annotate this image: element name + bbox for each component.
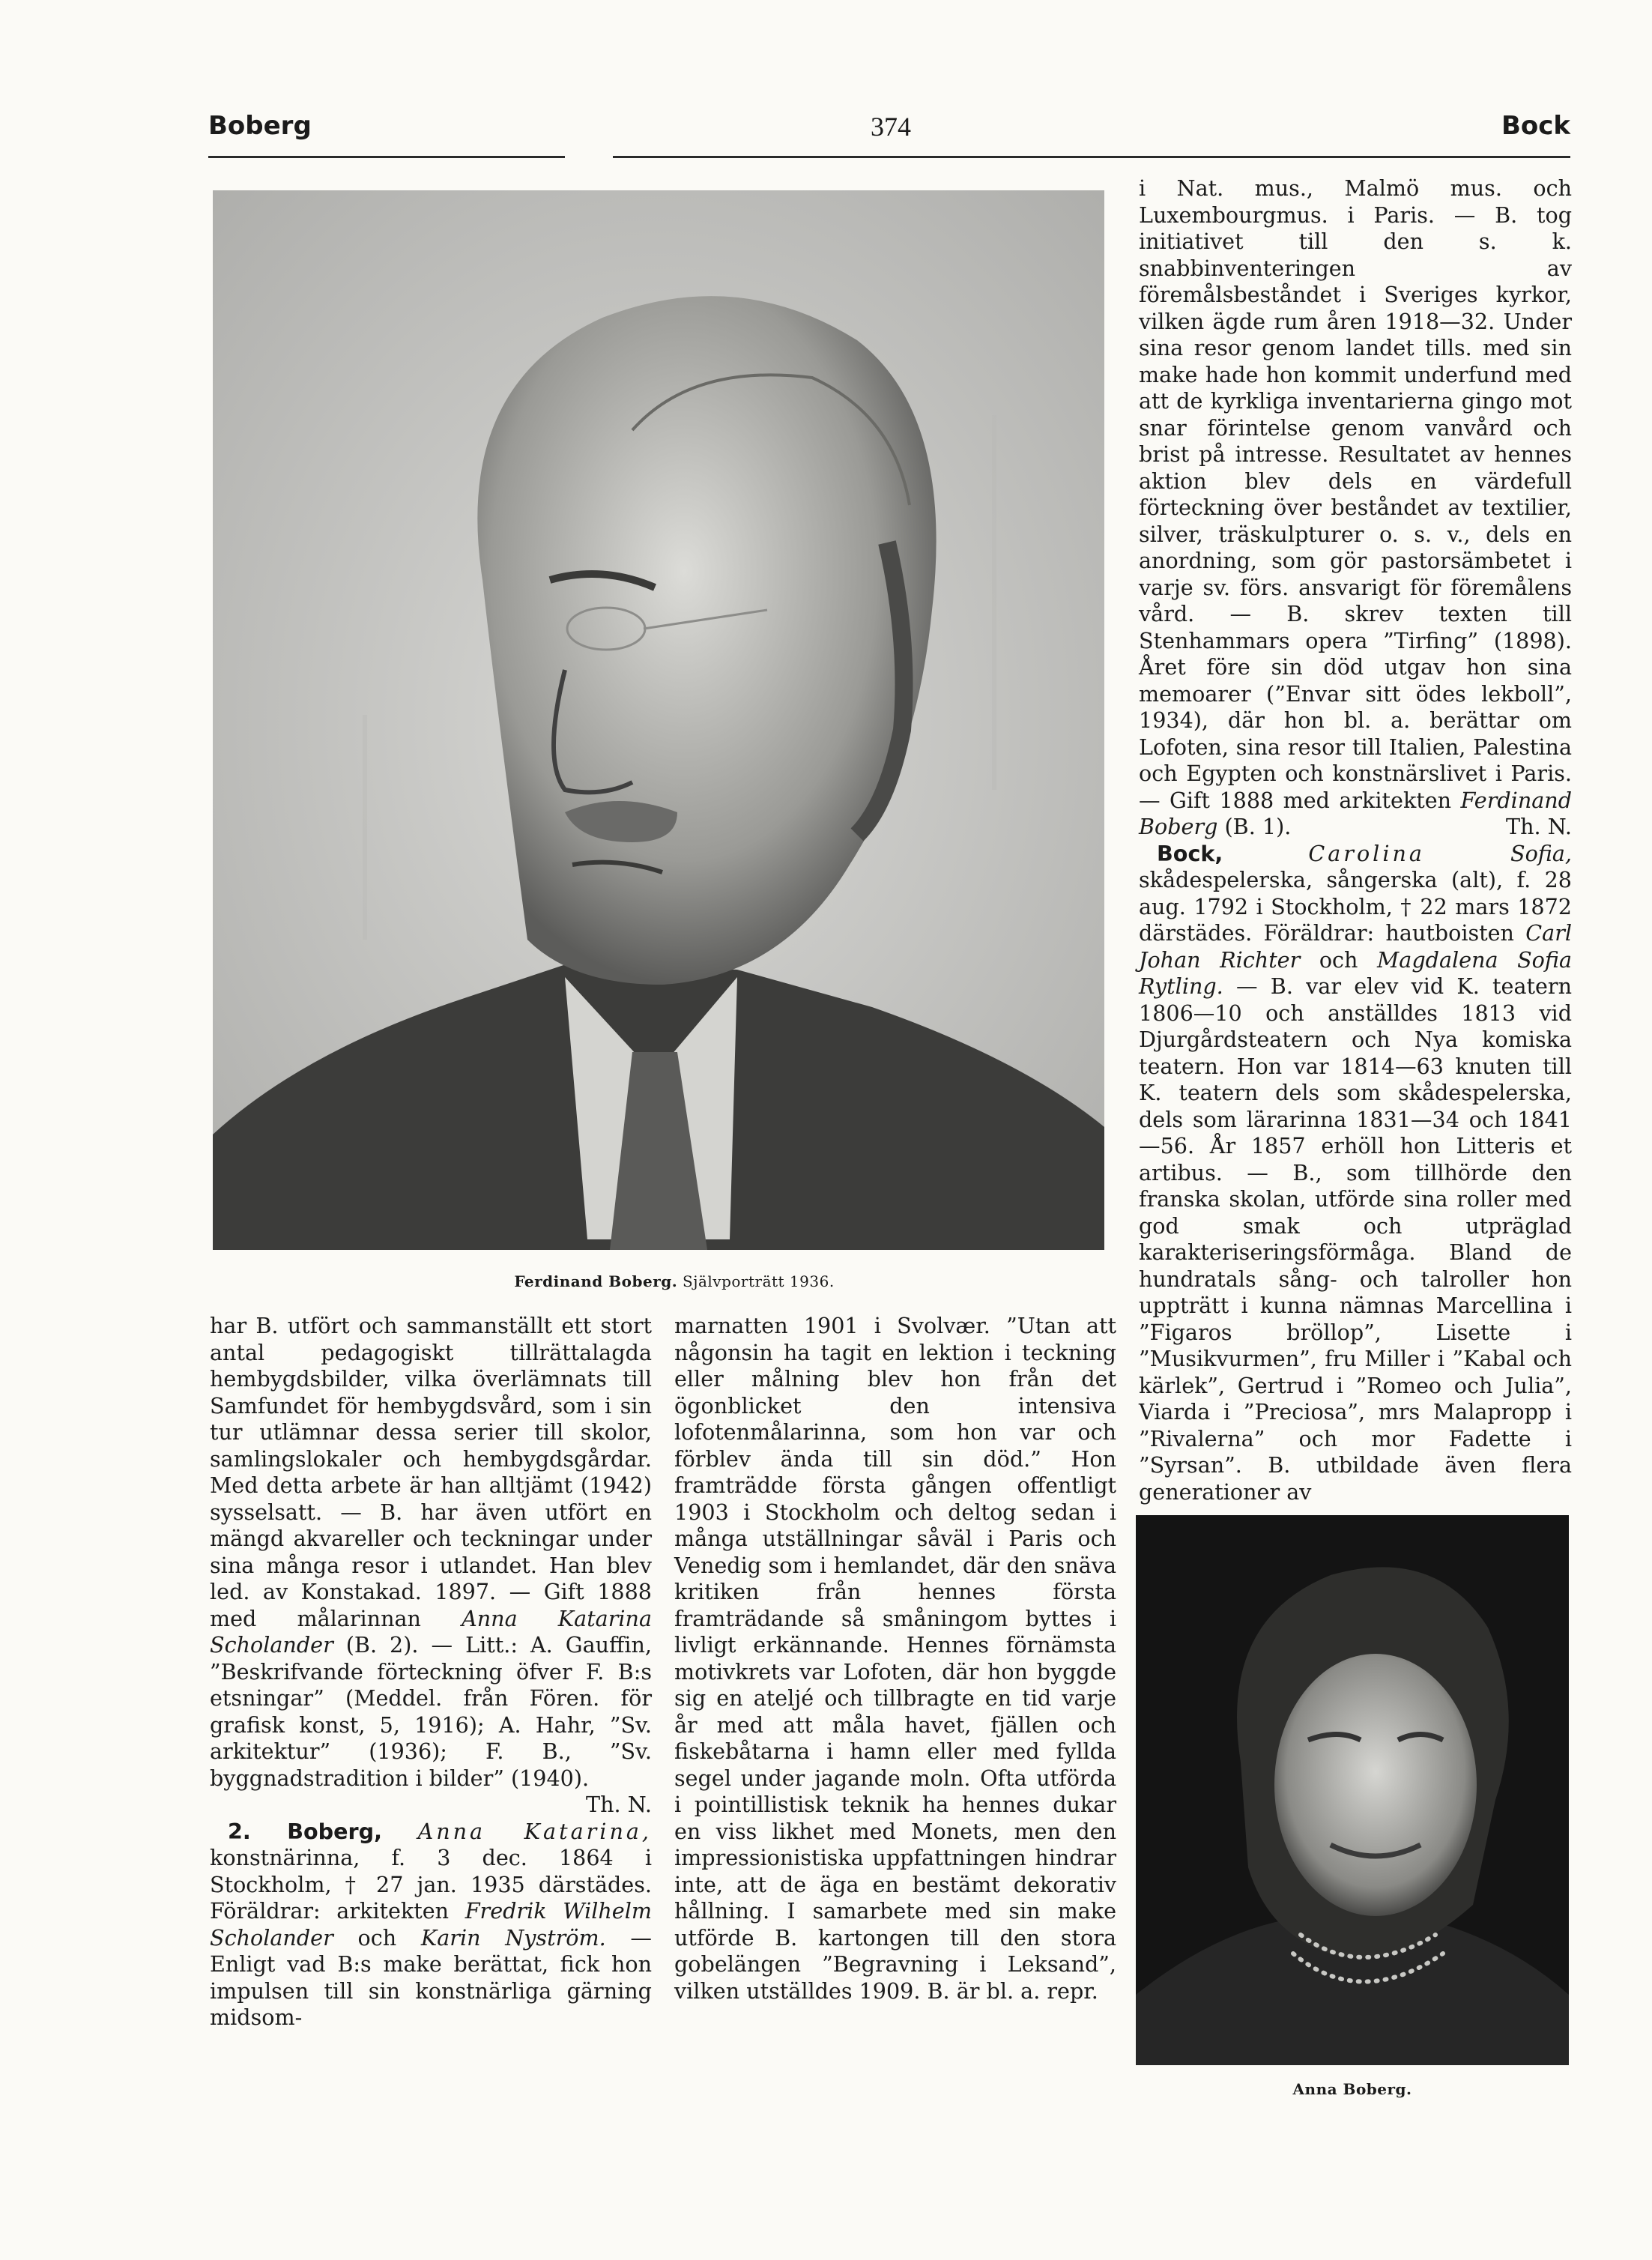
author-initials: Th. N.: [1506, 814, 1572, 839]
header-rule-right: [613, 156, 1570, 158]
paragraph: marnatten 1901 i Svolvær. ”Utan att någonsin ha tagit en lektion i teckning eller målning blev hon från det ögonblicket den intensiva lofotenmålarinna, som hon var och förblev ända till sin död.” Hon framträdde första gången offentligt 1903 i Stockholm och deltog sedan i många utställningar såväl i Paris och Venedig som i hemlandet, där den snäva kritiken från hennes första framträdande så småningom byttes i livligt erkännande. Hennes förnämsta motivkrets var Lofoten, där hon byggde sig en ateljé och tillbragte en tid varje år med att måla havet, fjällen och fiskebåtarna i hamn eller med fyllda segel under jagande moln. Ofta utförda i pointillistisk teknik ha hennes dukar en viss likhet med Monets, men den impressionistiska uppfattningen hindrar inte, att de äga en bestämt dekorativ hållning. I samarbete med sin make utförde B. kartongen till den stora gobelängen ”Begravning i Leksand”, vilken utställdes 1909. B. är bl. a. repr.: [674, 1313, 1116, 2004]
column-b: [674, 1313, 1116, 2004]
header-rule-left: [208, 156, 565, 158]
column-a: [210, 1313, 652, 2031]
header-left-word: Boberg: [208, 111, 312, 141]
text: (B. 1).: [1224, 814, 1292, 839]
entry-heading: Bock,: [1157, 840, 1223, 866]
paragraph: [1139, 175, 1572, 841]
paragraph: [210, 1819, 652, 2031]
text: Carl Johan Richter: [1139, 920, 1573, 973]
text: — Enligt vad B:s make berättat, fick hon impulsen till sin konstnärliga gärning midsom-: [210, 1924, 652, 2030]
text: i Nat. mus., Malmö mus. och Luxembourgmus. i Paris. — B. tog initiativet till den s. k. snabbinventeringen av föremålsbeståndet i Sveriges kyrkor, vilken ägde rum åren 1918—32. Under sina resor genom landet tills. med sin make hade hon kommit underfund med att de kyrkliga inventarierna gingo mot snar förintelse genom vanvård och brist på intresse. Resultatet av hennes aktion blev dels en värdefull förteckning över beståndet av textilier, silver, träskulpturer o. s. v., dels en anordning, som gör pastorsämbetet i varje sv. förs. ansvarigt för föremålens vård. — B. skrev texten till Stenhammars opera ”Tirfing” (1898). Året före sin död utgav hon sina memoarer (”Envar sitt ödes lekboll”, 1934), där hon bl. a. berättar om Lofoten, sina resor till Italien, Palestina och Egypten och konstnärslivet i Paris. — Gift 1888 med arkitekten: [1139, 175, 1572, 813]
text: Magdalena Sofia Rytling.: [1139, 946, 1572, 999]
caption-name: Ferdinand Boberg.: [514, 1272, 678, 1290]
portrait-2-caption: Anna Boberg.: [1292, 2080, 1412, 2098]
paragraph: [210, 1313, 653, 1817]
text: Ferdinand Boberg: [1139, 787, 1573, 839]
text: och: [357, 1924, 397, 1951]
portrait-1-caption: [479, 1272, 869, 1290]
page-number: 374: [871, 112, 911, 142]
text: skådespelerska, sångerska (alt), f. 28 aug. 1792 i Stockholm, † 22 mars 1872 därstädes. Föräldrar: hautboisten: [1139, 867, 1572, 946]
running-header: [208, 105, 1570, 165]
caption-rest: Självporträtt 1936.: [677, 1272, 835, 1290]
paragraph: [1139, 841, 1572, 1506]
text: — B. var elev vid K. teatern 1806—10 och anställdes 1813 vid Djurgårdsteatern och Nya komiska teatern. Hon var 1814—63 knuten till K. teatern dels som skådespelerska, dels som lärarinna 1831—34 och 1841—56. År 1857 erhöll hon Litteris et artibus. — B., som tillhörde den franska skolan, utförde sina roller med god smak och utpräglad karakteriseringsförmåga. Bland de hundratals sång- och talroller hon uppträtt i kunna nämnas Marcellina i ”Figaros bröllop”, Lisette i ”Musikvurmen”, fru Miller i ”Kabal och kärlek”, Gertrud i ”Romeo och Julia”, Viarda i ”Preciosa”, mrs Malapropp i ”Rivalerna” och mor Fadette i ”Syrsan”. B. utbildade även flera generationer av: [1139, 973, 1572, 1505]
text: Fredrik Wilhelm Scholander: [210, 1898, 652, 1951]
text: konstnärinna, f. 3 dec. 1864 i Stockholm, † 27 jan. 1935 därstädes. Föräldrar: arkitekten: [210, 1845, 652, 1924]
entry-name: Carolina: [1308, 840, 1425, 866]
text: Karin Nyström.: [420, 1924, 606, 1951]
author-initials: Th. N.: [586, 1792, 652, 1817]
entry-name: Sofia,: [1510, 840, 1573, 866]
text: Anna Katarina Scholander: [210, 1605, 653, 1658]
text: (B. 2). — Litt.: A. Gauffin, ”Beskrifvande förteckning öfver F. B:s etsningar” (Meddel. från Fören. för grafisk konst, 5, 1916); A. Hahr, ”Sv. arkitektur” (1936); F. B., ”Sv. byggnadstradition i bilder” (1940).: [210, 1632, 653, 1791]
text: och: [1319, 946, 1358, 973]
text: har B. utfört och sammanställt ett stort antal pedagogiskt tillrättalagda hembygdsbilder, vilka överlämnats till Samfundet för hembygdsvård, som i sin tur utlämnar dessa serier till skolor, samlingslokaler och hembygdsgårdar. Med detta arbete är han alltjämt (1942) sysselsatt. — B. har även utfört en mängd akvareller och teckningar under sina många resor i utlandet. Han blev led. av Konstakad. 1897. — Gift 1888 med målarinnan: [210, 1313, 652, 1631]
self-portrait-drawing: [213, 190, 1104, 1250]
header-right-word: Bock: [1501, 111, 1570, 141]
entry-name: Anna Katarina,: [417, 1818, 652, 1844]
entry-heading: 2. Boberg,: [228, 1818, 382, 1844]
column-c: [1139, 175, 1572, 1505]
anna-boberg-photo: [1136, 1515, 1569, 2065]
